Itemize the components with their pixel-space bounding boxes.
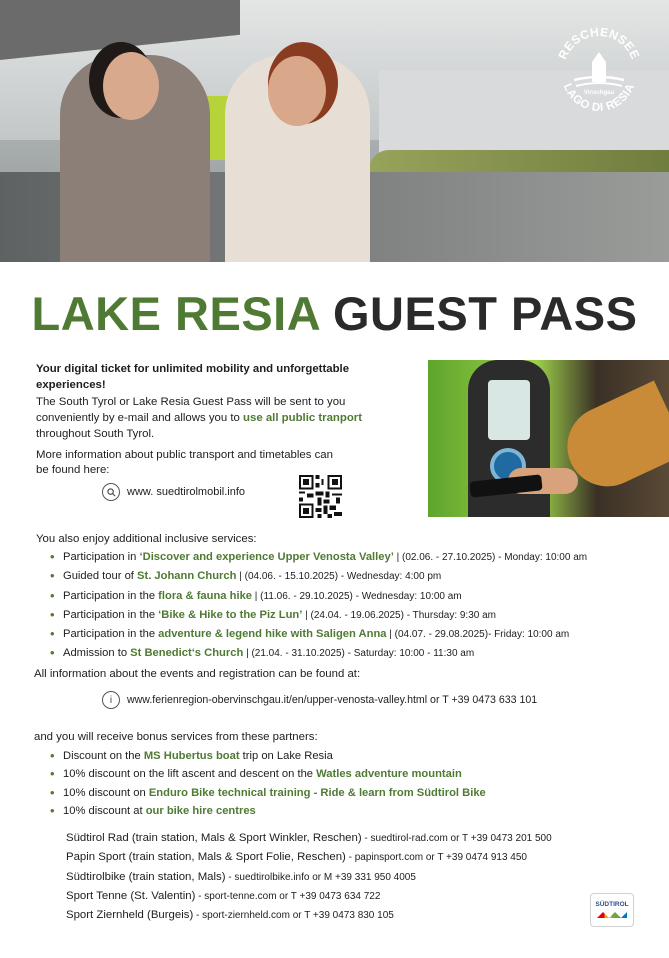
- list-item: • Participation in the flora & fauna hike | (11.06. - 29.10.2025) - Wednesday: 10:00 am: [50, 587, 587, 606]
- partners-list: [50, 747, 486, 820]
- page-title: LAKE RESIA GUEST PASS: [31, 287, 638, 340]
- shop-line: Südtirol Rad (train station, Mals & Sport Winkler, Reschen) - suedtirol-rad.com or T +39 0473 201 500: [66, 832, 552, 844]
- list-item: • Participation in the adventure & legend hike with Saligen Anna | (04.07. - 29.08.2025)- Friday: 10:00 am: [50, 625, 587, 644]
- shop-line: Sport Ziernheld (Burgeis) - sport-ziernheld.com or T +39 0473 830 105: [66, 909, 394, 922]
- list-item: • 10% discount at our bike hire centres: [50, 802, 486, 820]
- registration-link[interactable]: i www.ferienregion-obervinschgau.it/en/upper-venosta-valley.html or T +39 0473 633 101: [102, 691, 537, 709]
- shop-line: Papin Sport (train station, Mals & Sport Folie, Reschen) - papinsport.com or T +39 0474 913 450: [66, 851, 527, 864]
- list-item: • 10% discount on the lift ascent and descent on the Watles adventure mountain: [50, 765, 486, 783]
- services-lead: You also enjoy additional inclusive services:: [36, 533, 257, 545]
- intro-text: Your digital ticket for unlimited mobility and unforgettable experiences! The South Tyrol or Lake Resia Guest Pass will be sent to you conveniently by e-mail and allows you to use all public tranport throughout South Tyrol.: [36, 363, 363, 441]
- suedtirol-logo: SÜDTIROL: [590, 893, 634, 927]
- registration-lead: All information about the events and registration can be found at:: [34, 668, 361, 680]
- ticket-validator-photo: [428, 360, 669, 517]
- list-item: • Participation in ‘Discover and experience Upper Venosta Valley’ | (02.06. - 27.10.2025) - Monday: 10:00 am: [50, 548, 587, 567]
- shop-line: Sport Tenne (St. Valentin) - sport-tenne.com or T +39 0473 634 722: [66, 889, 381, 902]
- svg-text:LAGO DI RESIA: LAGO DI RESIA: [560, 81, 638, 115]
- suedtirolmobil-link[interactable]: www. suedtirolmobil.info: [102, 483, 245, 501]
- services-list: [50, 548, 587, 664]
- list-item: • Discount on the MS Hubertus boat trip on Lake Resia: [50, 747, 486, 765]
- svg-text:RESCHENSEE: RESCHENSEE: [555, 24, 643, 62]
- shop-line: Südtirolbike (train station, Mals) - suedtirolbike.info or M +39 331 950 4005: [66, 870, 416, 883]
- info-icon: i: [102, 691, 120, 709]
- search-icon: [102, 483, 120, 501]
- svg-text:Vinschgau: Vinschgau: [583, 90, 615, 96]
- list-item: • Guided tour of St. Johann Church | (04.06. - 15.10.2025) - Wednesday: 4:00 pm: [50, 567, 587, 586]
- reschensee-logo: [552, 24, 646, 118]
- list-item: • Admission to St Benedict‘s Church | (21.04. - 31.10.2025) - Saturday: 10:00 - 11:30 am: [50, 644, 587, 663]
- list-item: • 10% discount on Enduro Bike technical training - Ride & learn from Südtirol Bike: [50, 784, 486, 802]
- bike-hire-shops: [66, 829, 552, 925]
- qr-code-icon: [299, 475, 342, 518]
- partners-lead: and you will receive bonus services from these partners:: [34, 731, 318, 743]
- more-info-text: More information about public transport and timetables can be found here:: [36, 449, 333, 477]
- list-item: • Participation in the ‘Bike & Hike to the Piz Lun’ | (24.04. - 19.06.2025) - Thursday: 9:30 am: [50, 606, 587, 625]
